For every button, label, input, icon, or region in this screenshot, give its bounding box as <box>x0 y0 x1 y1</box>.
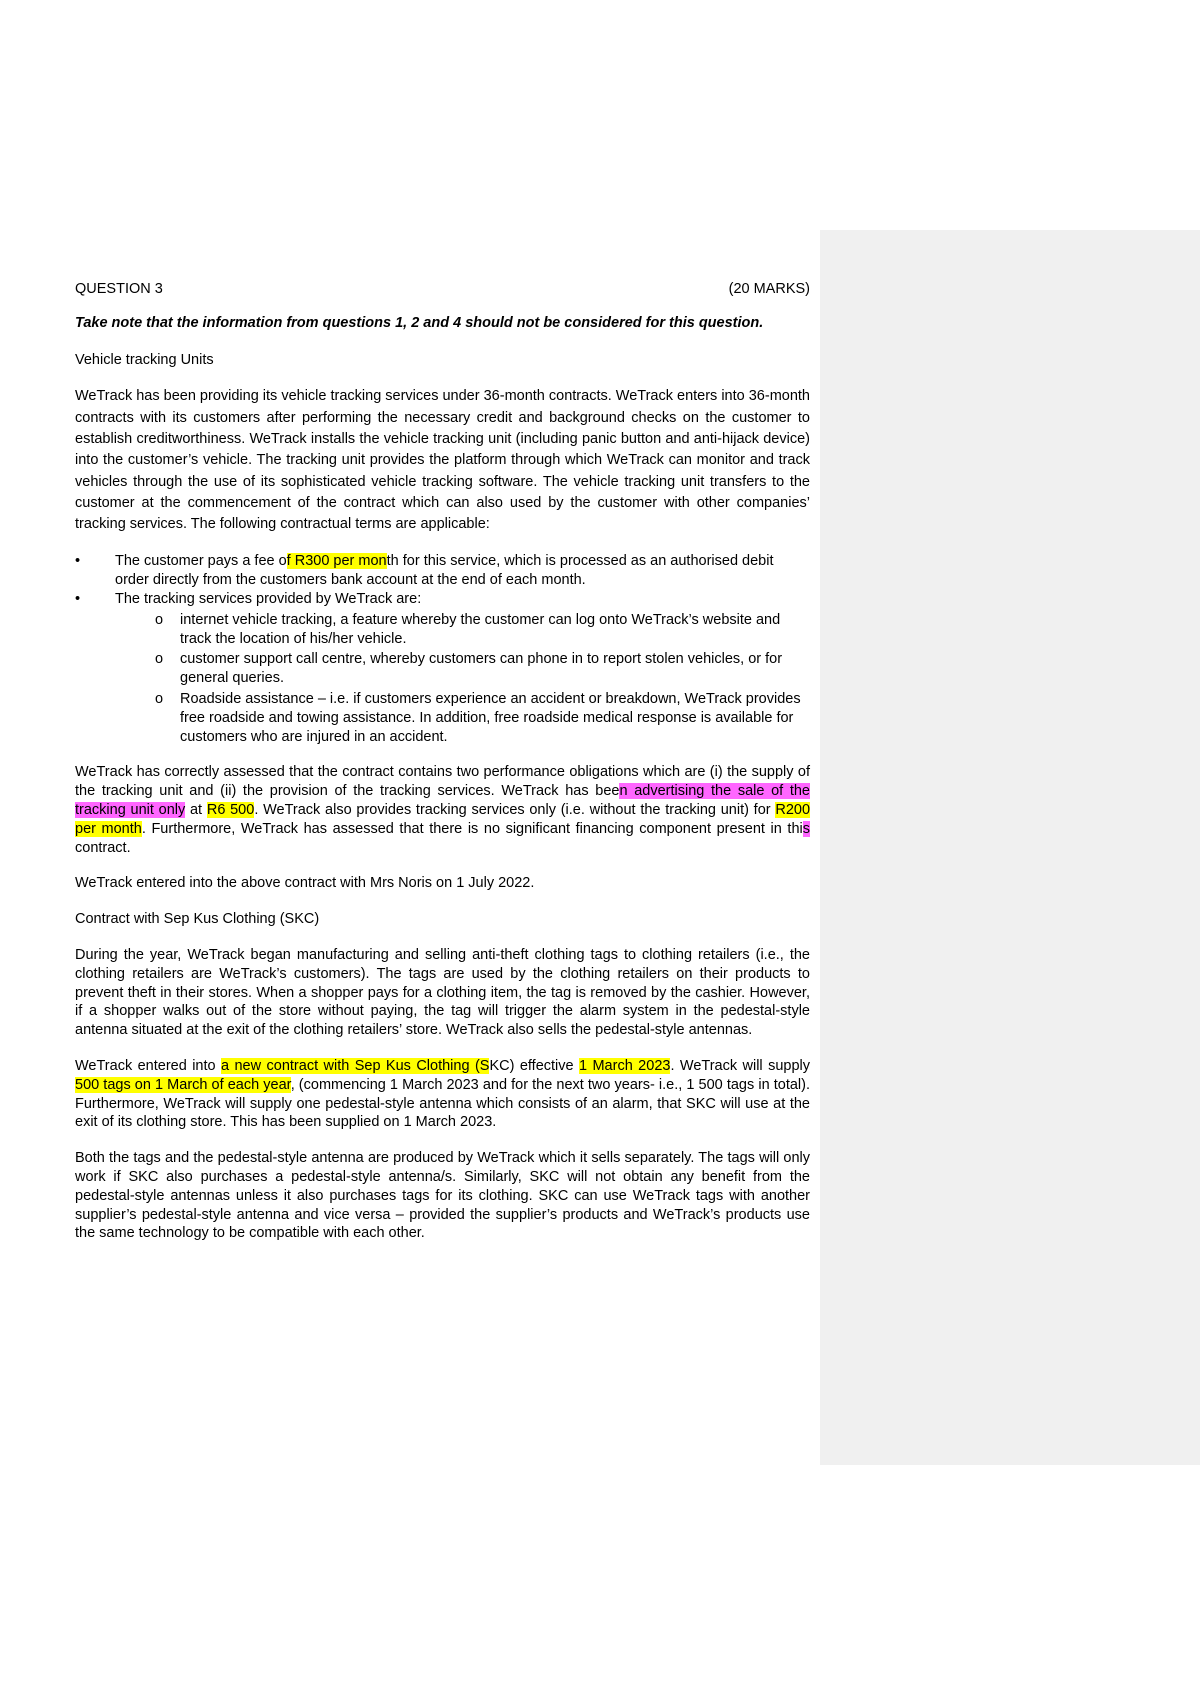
paragraph-vehicle-tracking-intro: WeTrack has been providing its vehicle tracking services under 36-month contracts. WeTrack enters into 36-month contracts with its customers after performing the necessary credit and background checks on the customer to establish creditworthiness. WeTrack installs the vehicle tracking unit (including panic button and anti-hijack device) into the customer’s vehicle. The tracking unit provides the platform through which WeTrack can monitor and track vehicles through the use of its sophisticated vehicle tracking software. The vehicle tracking unit transfers to the customer at the commencement of the contract which can also used by the customer with other companies’ tracking services. The following contractual terms are applicable: <box>75 388 810 533</box>
document-body <box>75 280 810 1260</box>
list-item-fee: • The customer pays a fee of R300 per month for this service, which is processed as an authorised debit order directly from the customers bank account at the end of each month. <box>75 553 774 589</box>
highlight-fee: f R300 per mon <box>286 553 387 570</box>
highlight-tags-supply: 500 tags on 1 March of each year <box>75 1076 291 1093</box>
contract-terms-list <box>75 552 810 746</box>
circle-bullet-icon: o <box>155 691 164 708</box>
circle-bullet-icon: o <box>155 651 164 668</box>
section-heading-skc: Contract with Sep Kus Clothing (SKC) <box>75 911 320 928</box>
highlight-this: s <box>802 820 810 837</box>
highlight-effective-date: 1 March 2023 <box>579 1058 671 1074</box>
highlight-service-price: R200 per month <box>75 802 811 837</box>
circle-bullet-icon: o <box>155 611 164 628</box>
section-heading-vehicle-tracking: Vehicle tracking Units <box>75 351 214 368</box>
list-item-roadside-assistance: o Roadside assistance – i.e. if customers experience an accident or breakdown, WeTrack provides free roadside and towing assistance. In addition, free roadside medical response is available for customers who are injured in an accident. <box>155 691 801 745</box>
bullet-icon: • <box>75 553 81 570</box>
question-marks: (20 MARKS) <box>728 281 810 297</box>
paragraph-skc-contract: WeTrack entered into a new contract with Sep Kus Clothing (SKC) effective 1 March 2023. WeTrack will supply 500 tags on 1 March of each year, (commencing 1 March 2023 and for the next two years- i.e., 1 500 tags in total). Furthermore, WeTrack will supply one pedestal-style antenna which consists of an alarm, that SKC will use at the exit of its clothing store. This has been supplied on 1 March 2023. <box>75 1058 810 1131</box>
bullet-icon: • <box>75 591 81 608</box>
paragraph-skc-intro: During the year, WeTrack began manufacturing and selling anti-theft clothing tags to clothing retailers (i.e., the clothing retailers are WeTrack’s customers). The tags are used by the clothing retailers on their products to prevent theft in their stores. When a shopper pays for a clothing item, the tag is removed by the cashier. However, if a shopper walks out of the store without paying, the tag will trigger the alarm system in the pedestal-style antenna situated at the exit of the clothing retailers’ store. WeTrack also sells the pedestal-style antennas. <box>75 947 810 1039</box>
list-item-tracking-services: • The tracking services provided by WeTrack are: o internet vehicle tracking, a feature whereby the customer can log onto WeTrack’s website and track the location of his/her vehicle. o customer support call centre, whereby customers can phone in to report stolen vehicles, or for general queries. o Roadside assistance – i.e. if customers experience an accident or breakdown, WeTrack provides free roadside and towing assistance. In addition, free roadside medical response is available for customers who are injured in an accident. <box>75 590 810 746</box>
paragraph-performance-obligations: WeTrack has correctly assessed that the contract contains two performance obligations which are (i) the supply of the tracking unit and (ii) the provision of the tracking services. WeTrack has been advertising the sale of the tracking unit only at R6 500. WeTrack also provides tracking services only (i.e. without the tracking unit) for R200 per month. Furthermore, WeTrack has assessed that there is no significant financing component present in this contract. <box>75 764 811 856</box>
paragraph-contract-date: WeTrack entered into the above contract with Mrs Noris on 1 July 2022. <box>75 875 535 892</box>
list-item-call-centre: o customer support call centre, whereby customers can phone in to report stolen vehicles, or for general queries. <box>155 651 783 687</box>
tracking-services-sublist <box>115 611 810 747</box>
paragraph-skc-products: Both the tags and the pedestal-style antenna are produced by WeTrack which it sells separately. The tags will only work if SKC also purchases a pedestal-style antenna/s. Similarly, SKC will not obtain any benefit from the pedestal-style antennas unless it also purchases tags for its clothing. SKC can use WeTrack tags with another supplier’s pedestal-style antenna and vice versa – provided the supplier’s products and WeTrack’s products use the same technology to be compatible with each other. <box>75 1150 810 1242</box>
highlight-advertising: n advertising the sale of the tracking unit only <box>75 783 810 819</box>
question-title: QUESTION 3 <box>75 281 163 297</box>
question-header <box>75 280 810 299</box>
question-note: Take note that the information from questions 1, 2 and 4 should not be considered for this question. <box>75 314 764 331</box>
highlight-unit-price: R6 500 <box>206 802 255 819</box>
list-item-internet-tracking: o internet vehicle tracking, a feature whereby the customer can log onto WeTrack’s website and track the location of his/her vehicle. <box>155 611 781 647</box>
comment-pane <box>820 230 1200 1465</box>
highlight-new-contract: a new contract with Sep Kus Clothing (S <box>221 1058 490 1074</box>
